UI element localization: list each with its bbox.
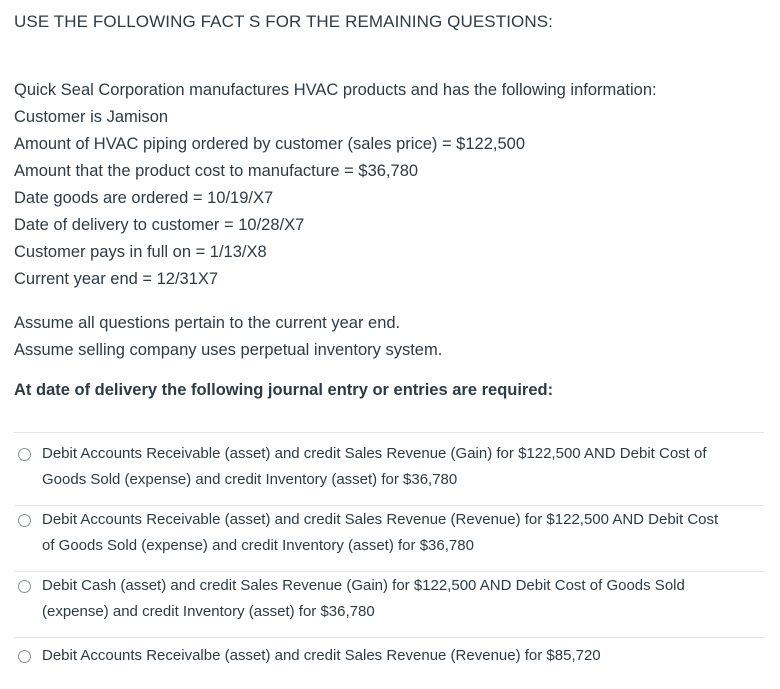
answer-text-line: Debit Accounts Receivalbe (asset) and credit Sales Revenue (Revenue) for $85,720 bbox=[42, 647, 601, 664]
answer-text-line: Debit Accounts Receivable (asset) and credit Sales Revenue (Gain) for $122,500 AND Debit Cost of bbox=[42, 445, 707, 462]
assumption-line: Assume all questions pertain to the current year end. bbox=[14, 314, 401, 332]
question-text: At date of delivery the following journal entry or entries are required: bbox=[14, 381, 554, 399]
assumptions-block bbox=[14, 310, 764, 364]
answer-option-3[interactable] bbox=[14, 571, 764, 637]
radio-button-icon[interactable] bbox=[18, 514, 31, 527]
radio-button-icon[interactable] bbox=[18, 650, 31, 663]
answer-option-1[interactable] bbox=[14, 432, 764, 505]
radio-button-icon[interactable] bbox=[18, 448, 31, 461]
section-heading: USE THE FOLLOWING FACT S FOR THE REMAINING QUESTIONS: bbox=[14, 12, 553, 31]
answer-text-line: (expense) and credit Inventory (asset) for $36,780 bbox=[42, 603, 375, 620]
fact-line: Date of delivery to customer = 10/28/X7 bbox=[14, 216, 305, 234]
fact-line: Customer pays in full on = 1/13/X8 bbox=[14, 243, 267, 261]
answer-text-line: Goods Sold (expense) and credit Inventory (asset) for $36,780 bbox=[42, 471, 458, 488]
answer-list bbox=[14, 432, 764, 689]
fact-line: Amount of HVAC piping ordered by customer (sales price) = $122,500 bbox=[14, 135, 526, 153]
radio-button-icon[interactable] bbox=[18, 580, 31, 593]
fact-line: Amount that the product cost to manufacture = $36,780 bbox=[14, 162, 419, 180]
facts-block bbox=[14, 77, 764, 293]
fact-line: Date goods are ordered = 10/19/X7 bbox=[14, 189, 274, 207]
answer-text-line: of Goods Sold (expense) and credit Inventory (asset) for $36,780 bbox=[42, 537, 474, 554]
fact-line: Current year end = 12/31X7 bbox=[14, 270, 219, 288]
assumption-line: Assume selling company uses perpetual inventory system. bbox=[14, 341, 443, 359]
answer-text-line: Debit Cash (asset) and credit Sales Revenue (Gain) for $122,500 AND Debit Cost of Goods Sold bbox=[42, 577, 685, 594]
fact-line: Customer is Jamison bbox=[14, 108, 169, 126]
fact-line: Quick Seal Corporation manufactures HVAC products and has the following information: bbox=[14, 81, 657, 99]
answer-option-2[interactable] bbox=[14, 505, 764, 571]
answer-text-line: Debit Accounts Receivable (asset) and credit Sales Revenue (Revenue) for $122,500 AND Debit Cost bbox=[42, 511, 719, 528]
answer-option-4[interactable] bbox=[14, 637, 764, 689]
